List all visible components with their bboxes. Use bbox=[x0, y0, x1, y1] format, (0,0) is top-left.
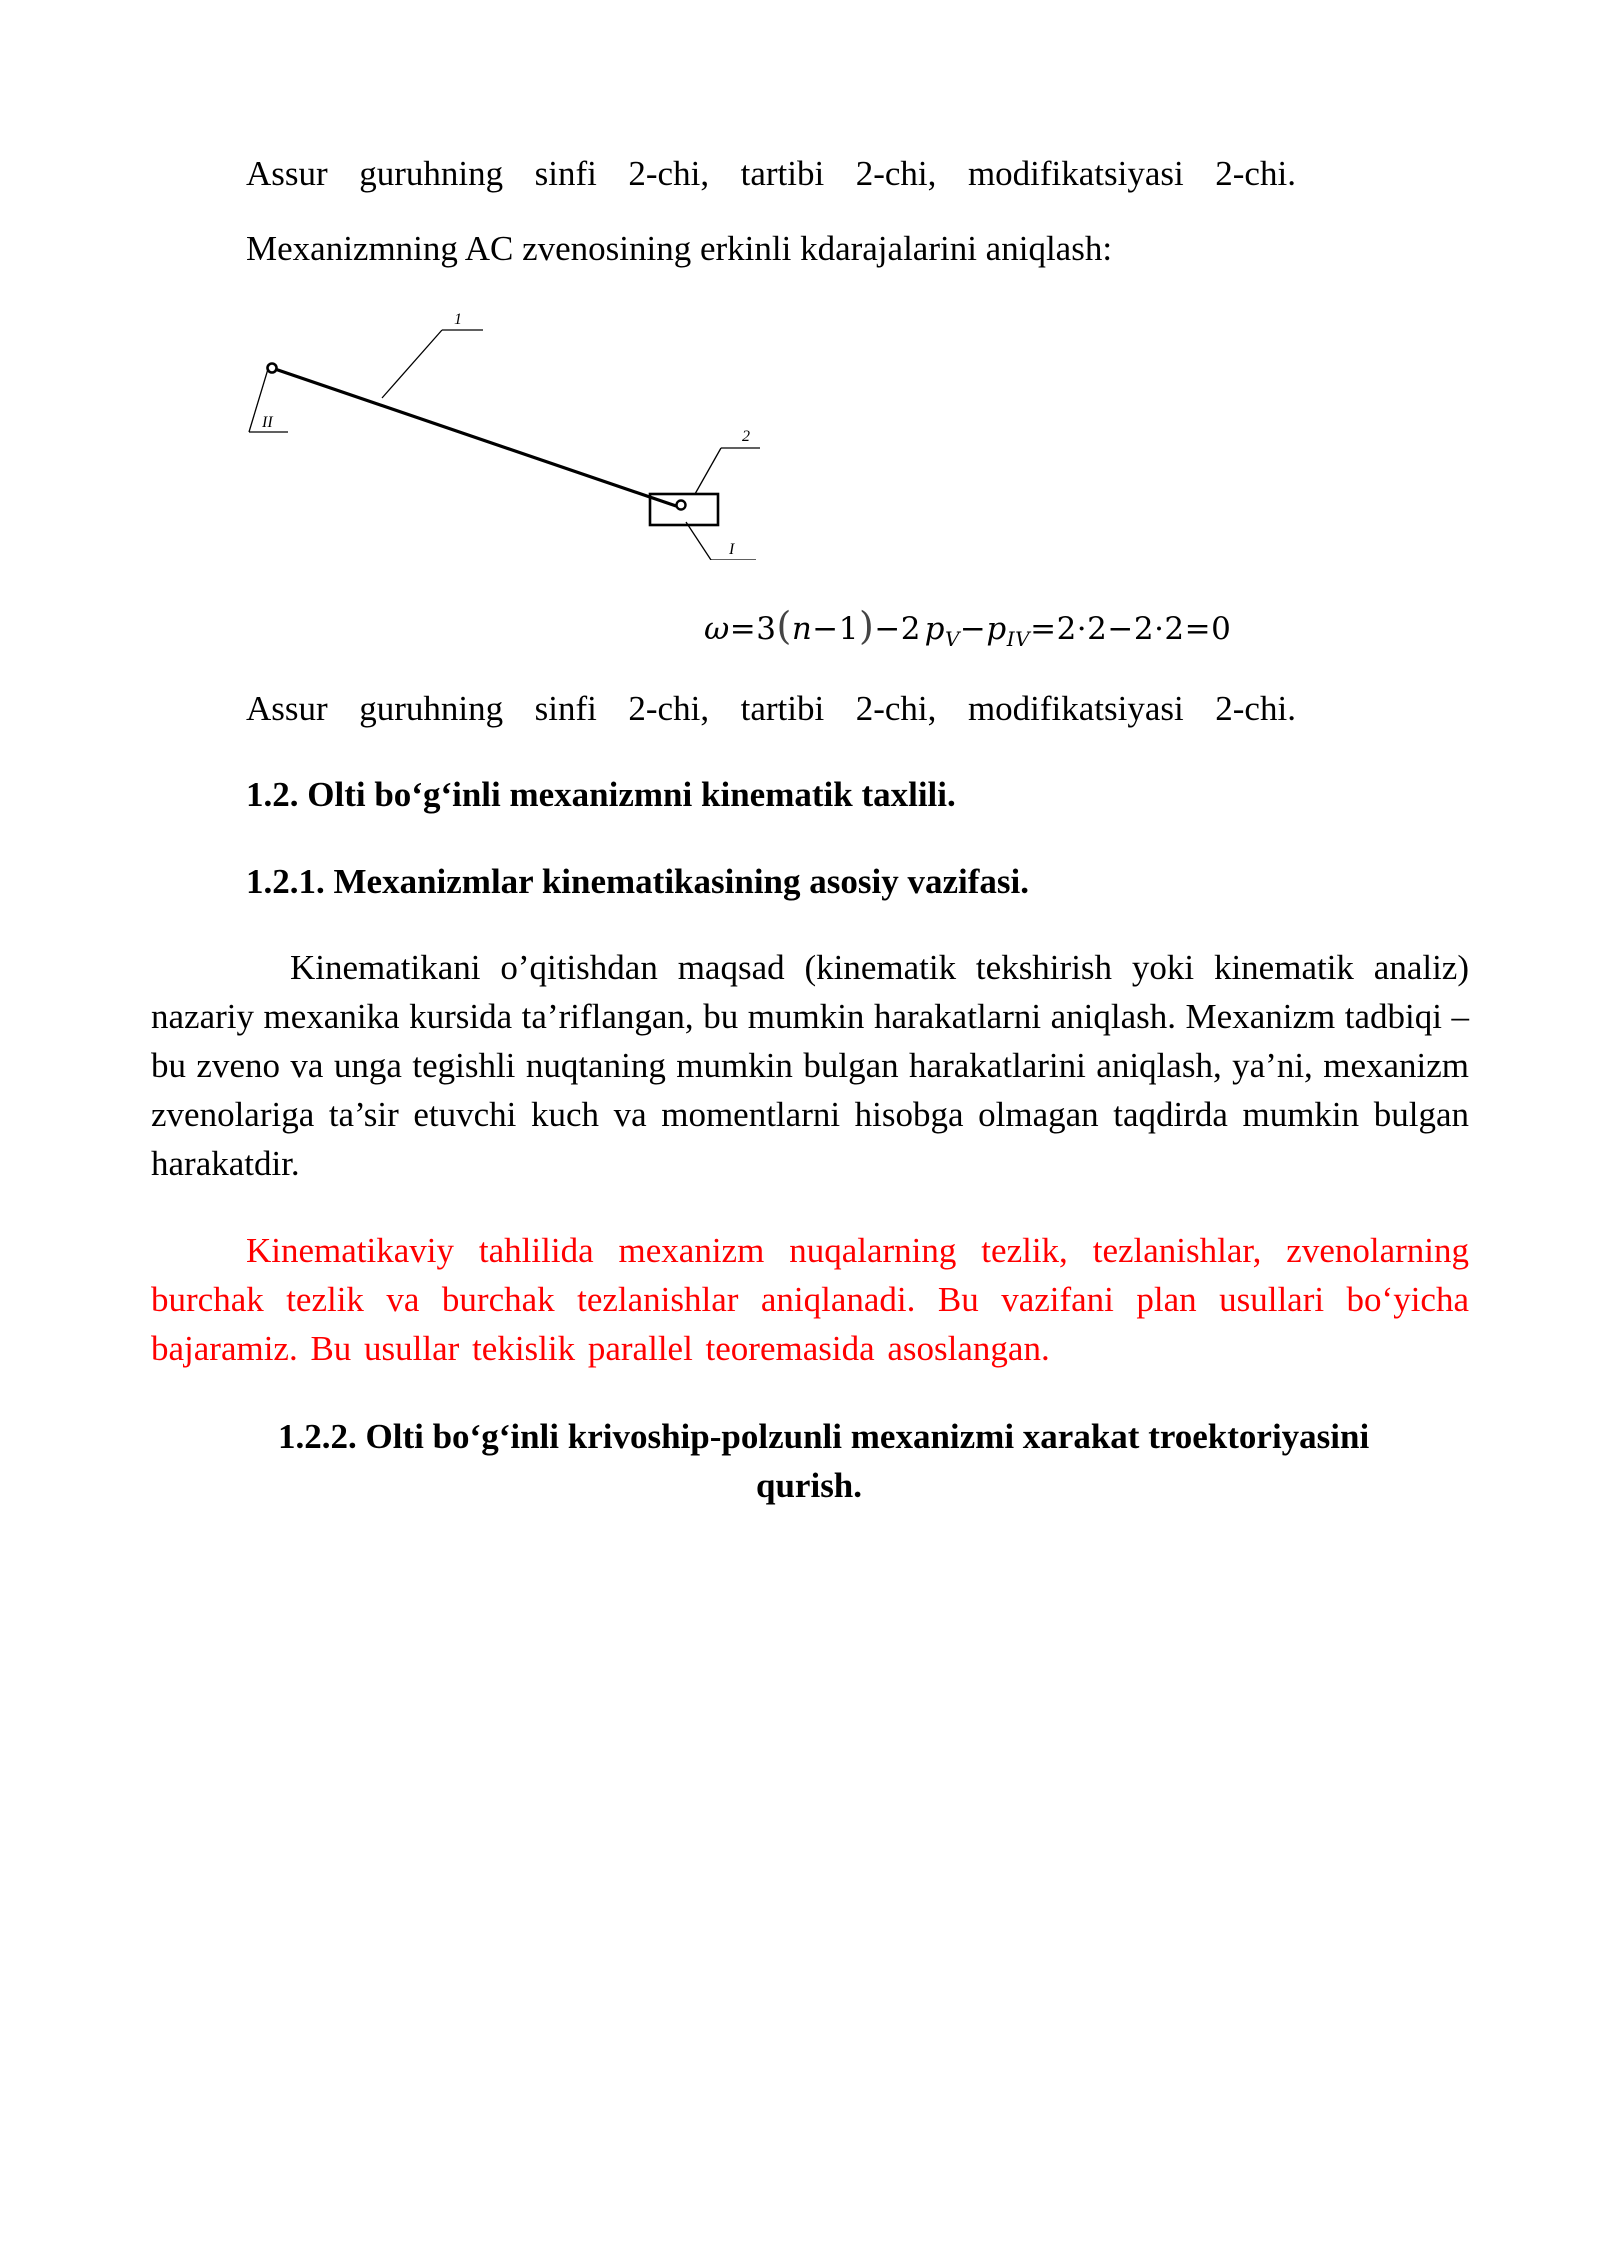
word: Assur bbox=[246, 154, 328, 193]
assur-line-2 bbox=[246, 684, 1296, 733]
label-roman-1: I bbox=[729, 541, 735, 558]
intro-line: Mexanizmning AC zvenosining erkinli kdarajalarini aniqlash: bbox=[246, 229, 1113, 268]
dof-formula bbox=[704, 602, 1231, 664]
formula-part: ( bbox=[776, 604, 792, 648]
word: 2-chi, bbox=[628, 689, 710, 728]
heading-1-2-2: 1.2.2. Olti bo‘g‘inli krivoship-polzunli mexanizmi xarakat troektoriyasini bbox=[278, 1417, 1370, 1456]
heading-1-2-2-cont: qurish. bbox=[756, 1466, 863, 1505]
word: tartibi bbox=[740, 154, 825, 193]
word: sinfi bbox=[534, 154, 597, 193]
word: 2-chi, bbox=[855, 689, 937, 728]
assur-line-1 bbox=[246, 149, 1296, 198]
word: guruhning bbox=[359, 689, 504, 728]
mechanism-diagram bbox=[240, 300, 800, 560]
formula-part: −2 bbox=[874, 611, 922, 647]
formula-part: − bbox=[959, 611, 987, 647]
formula-part: =2·2−2·2=0 bbox=[1030, 611, 1232, 647]
heading-1-2-1: 1.2.1. Mexanizmlar kinematikasining asosiy vazifasi. bbox=[246, 862, 1029, 901]
paragraph-kinematic-analysis: Kinematikaviy tahlilida mexanizm nuqalarning tezlik, tezlanishlar, zvenolarning burchak tezlik va burchak tezlanishlar aniqlanadi. Bu vazifani plan usullari bo‘yicha bajaramiz. Bu usullar tekislik parallel teoremasida asoslangan. bbox=[151, 1231, 1469, 1368]
word: 2-chi. bbox=[1215, 154, 1296, 193]
label-link-1: 1 bbox=[454, 311, 462, 328]
word: tartibi bbox=[740, 689, 825, 728]
word: 2-chi, bbox=[855, 154, 937, 193]
word: 2-chi. bbox=[1215, 689, 1296, 728]
word: modifikatsiyasi bbox=[967, 689, 1184, 728]
word: 2-chi, bbox=[628, 154, 710, 193]
formula-sub-v: V bbox=[944, 627, 960, 651]
formula-sub-iv: IV bbox=[1006, 627, 1031, 651]
label-roman-2: II bbox=[262, 414, 273, 431]
formula-part: −1 bbox=[812, 611, 859, 647]
word: Assur bbox=[246, 689, 328, 728]
word: sinfi bbox=[534, 689, 597, 728]
heading-1-2: 1.2. Olti bo‘g‘inli mexanizmni kinematik taxlili. bbox=[246, 775, 956, 814]
formula-var-n: n bbox=[791, 611, 813, 647]
word: modifikatsiyasi bbox=[967, 154, 1184, 193]
word: guruhning bbox=[359, 154, 504, 193]
label-link-2: 2 bbox=[742, 428, 750, 445]
formula-part: =3 bbox=[729, 611, 777, 647]
omega-symbol: ω bbox=[704, 611, 730, 647]
formula-var-p: p bbox=[986, 611, 1007, 647]
formula-var-p: p bbox=[924, 611, 945, 647]
paragraph-kinematics: Kinematikani o’qitishdan maqsad (kinematik tekshirish yoki kinematik analiz) nazariy mexanika kursida ta’riflangan, bu mumkin harakatlarni aniqlash. Mexanizm tadbiqi – bu zveno va unga tegishli nuqtaning mumkin bulgan harakatlarini aniqlash, ya’ni, mexanizm zvenolariga ta’sir etuvchi kuch va momentlarni hisobga olmagan taqdirda mumkin bulgan harakatdir. bbox=[151, 948, 1469, 1183]
formula-part: ) bbox=[858, 604, 875, 648]
